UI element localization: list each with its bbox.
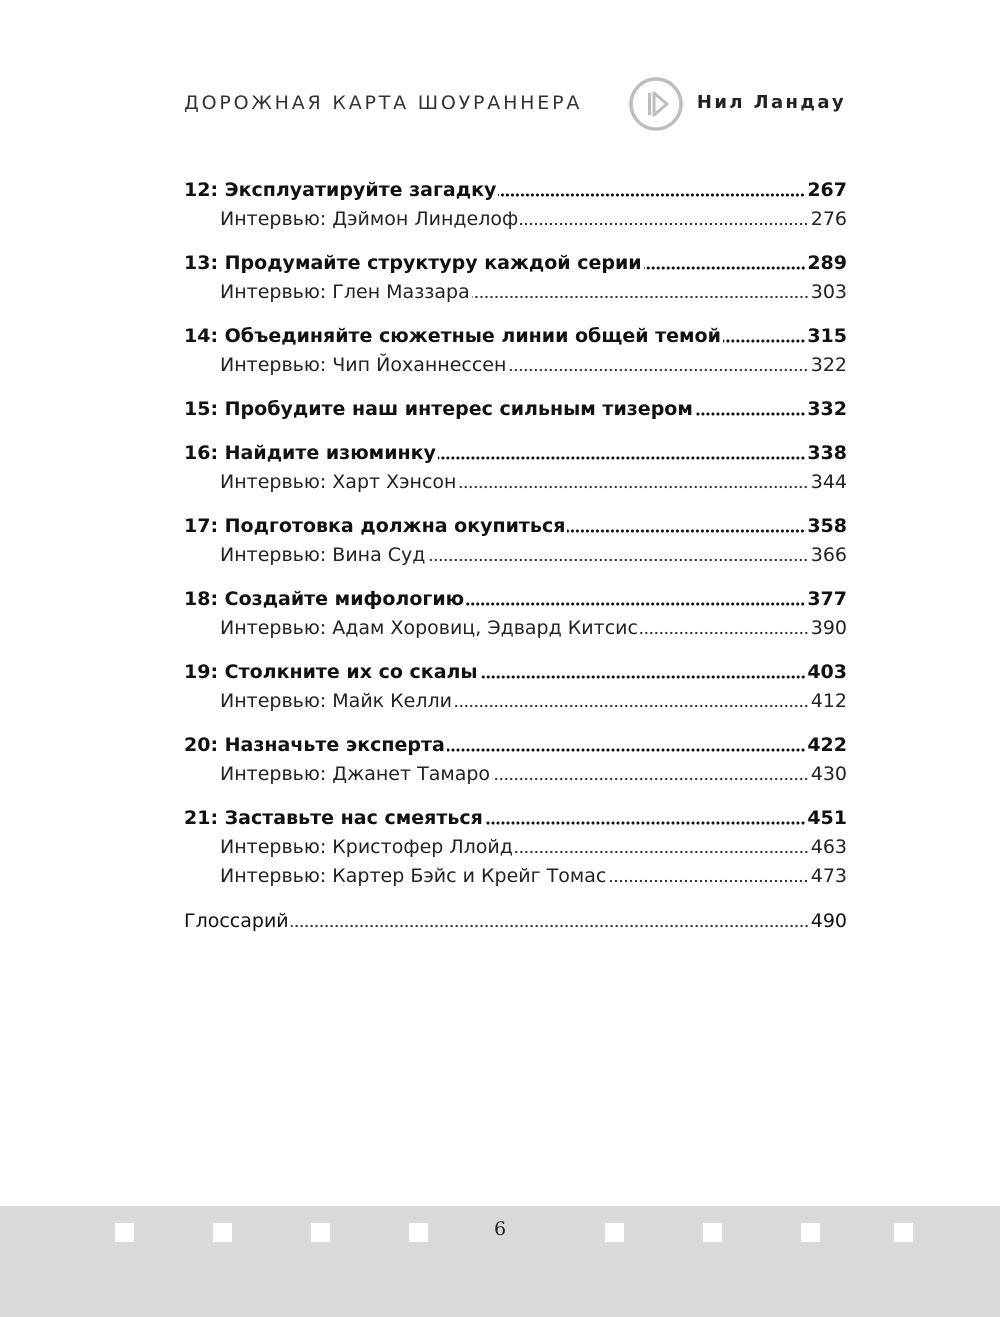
toc-chapter-group [184, 731, 847, 789]
toc-chapter-group [184, 804, 847, 891]
toc-interview-entry[interactable] [184, 468, 847, 497]
square-marker-icon [801, 1223, 820, 1242]
toc-chapter-entry[interactable] [184, 249, 847, 278]
toc-page-number: 276 [810, 208, 847, 230]
toc-chapter-entry[interactable] [184, 658, 847, 687]
page-number: 6 [493, 1218, 507, 1240]
dot-leader [492, 776, 809, 782]
toc-entry-title: Интервью: Харт Хэнсон [220, 471, 457, 493]
toc-entry-title: Интервью: Чип Йоханнессен [220, 354, 507, 376]
toc-chapter-group [184, 585, 847, 643]
toc-interview-entry[interactable] [184, 833, 847, 862]
toc-page-number: 390 [810, 617, 847, 639]
toc-entry-title: 12: Эксплуатируйте загадку [184, 179, 497, 201]
toc-entry-title: 17: Подготовка должна окупиться [184, 515, 566, 537]
square-marker-icon [605, 1223, 624, 1242]
toc-page-number: 473 [810, 865, 847, 887]
square-marker-icon [703, 1223, 722, 1242]
page-footer [0, 1206, 1000, 1317]
dot-leader [515, 849, 809, 855]
toc-chapter-group [184, 395, 847, 424]
toc-entry-title: Интервью: Вина Суд [220, 544, 426, 566]
toc-entry-title: Интервью: Дэймон Линделоф [220, 208, 519, 230]
toc-page-number: 422 [807, 734, 847, 756]
toc-entry-title: Глоссарий [184, 910, 289, 932]
toc-chapter-entry[interactable] [184, 395, 847, 424]
toc-page-number: 338 [807, 442, 847, 464]
running-author-name: Нил Ландау [696, 92, 846, 113]
toc-interview-entry[interactable] [184, 351, 847, 380]
toc-chapter-group [184, 512, 847, 570]
toc-entry-title: Интервью: Майк Келли [220, 690, 452, 712]
dot-leader [291, 923, 809, 929]
toc-chapter-entry[interactable] [184, 804, 847, 833]
dot-leader [695, 411, 805, 417]
play-circle-icon [628, 76, 684, 132]
toc-entry-title: Интервью: Картер Бэйс и Крейг Томас [220, 865, 607, 887]
toc-entry-title: 19: Столкните их со скалы [184, 661, 478, 683]
toc-page-number: 303 [810, 281, 847, 303]
toc-page-number: 366 [810, 544, 847, 566]
toc-interview-entry[interactable] [184, 541, 847, 570]
toc-entry-title: Интервью: Кристофер Ллойд [220, 836, 513, 858]
toc-page-number: 332 [807, 398, 847, 420]
toc-glossary-group [184, 907, 847, 936]
toc-entry-title: 15: Пробудите наш интерес сильным тизером [184, 398, 693, 420]
toc-interview-entry[interactable] [184, 687, 847, 716]
toc-chapter-entry[interactable] [184, 585, 847, 614]
dot-leader [472, 294, 809, 300]
toc-page-number: 358 [807, 515, 847, 537]
dot-leader [567, 528, 805, 534]
page-header [0, 0, 1000, 150]
toc-page-number: 490 [810, 910, 847, 932]
toc-entry-title: 20: Назначьте эксперта [184, 734, 445, 756]
toc-page-number: 403 [807, 661, 847, 683]
toc-entry-title: 21: Заставьте нас смеяться [184, 807, 483, 829]
toc-page-number: 451 [807, 807, 847, 829]
toc-chapter-group [184, 322, 847, 380]
toc-page-number: 289 [807, 252, 847, 274]
toc-page-number: 377 [807, 588, 847, 610]
dot-leader [427, 557, 808, 563]
toc-entry-title: 16: Найдите изюминку [184, 442, 436, 464]
toc-interview-entry[interactable] [184, 760, 847, 789]
toc-chapter-entry[interactable] [184, 176, 847, 205]
toc-entry-title: Интервью: Глен Маззара [220, 281, 470, 303]
dot-leader [458, 484, 808, 490]
toc-interview-entry[interactable] [184, 614, 847, 643]
dot-leader [723, 338, 805, 344]
toc-chapter-group [184, 439, 847, 497]
toc-page-number: 322 [810, 354, 847, 376]
toc-page-number: 463 [810, 836, 847, 858]
toc-chapter-entry[interactable] [184, 439, 847, 468]
dot-leader [466, 601, 805, 607]
toc-page-number: 430 [810, 763, 847, 785]
dot-leader [608, 878, 808, 884]
toc-chapter-group [184, 658, 847, 716]
dot-leader [438, 455, 805, 461]
square-marker-icon [894, 1223, 913, 1242]
toc-interview-entry[interactable] [184, 205, 847, 234]
toc-entry-title: 18: Создайте мифологию [184, 588, 465, 610]
toc-entry-title: 14: Объединяйте сюжетные линии общей темой [184, 325, 721, 347]
toc-chapter-entry[interactable] [184, 512, 847, 541]
running-book-title: ДОРОЖНАЯ КАРТА ШОУРАННЕРА [184, 92, 583, 114]
toc-page-number: 344 [810, 471, 847, 493]
toc-entry-title: 13: Продумайте структуру каждой серии [184, 252, 642, 274]
dot-leader [508, 367, 808, 373]
table-of-contents [184, 176, 847, 951]
dot-leader [447, 747, 806, 753]
toc-chapter-group [184, 249, 847, 307]
dot-leader [640, 630, 809, 636]
toc-chapter-entry[interactable] [184, 322, 847, 351]
toc-page-number: 315 [807, 325, 847, 347]
toc-page-number: 412 [810, 690, 847, 712]
dot-leader [480, 674, 806, 680]
toc-entry-title: Интервью: Джанет Тамаро [220, 763, 491, 785]
dot-leader [644, 265, 806, 271]
toc-interview-entry[interactable] [184, 862, 847, 891]
toc-entry-title: Интервью: Адам Хоровиц, Эдвард Китсис [220, 617, 638, 639]
dot-leader [520, 221, 809, 227]
toc-interview-entry[interactable] [184, 278, 847, 307]
dot-leader [454, 703, 809, 709]
toc-chapter-entry[interactable] [184, 731, 847, 760]
toc-page-number: 267 [807, 179, 847, 201]
dot-leader [485, 820, 806, 826]
toc-chapter-group [184, 176, 847, 234]
toc-glossary-entry[interactable] [184, 907, 847, 936]
dot-leader [498, 192, 805, 198]
